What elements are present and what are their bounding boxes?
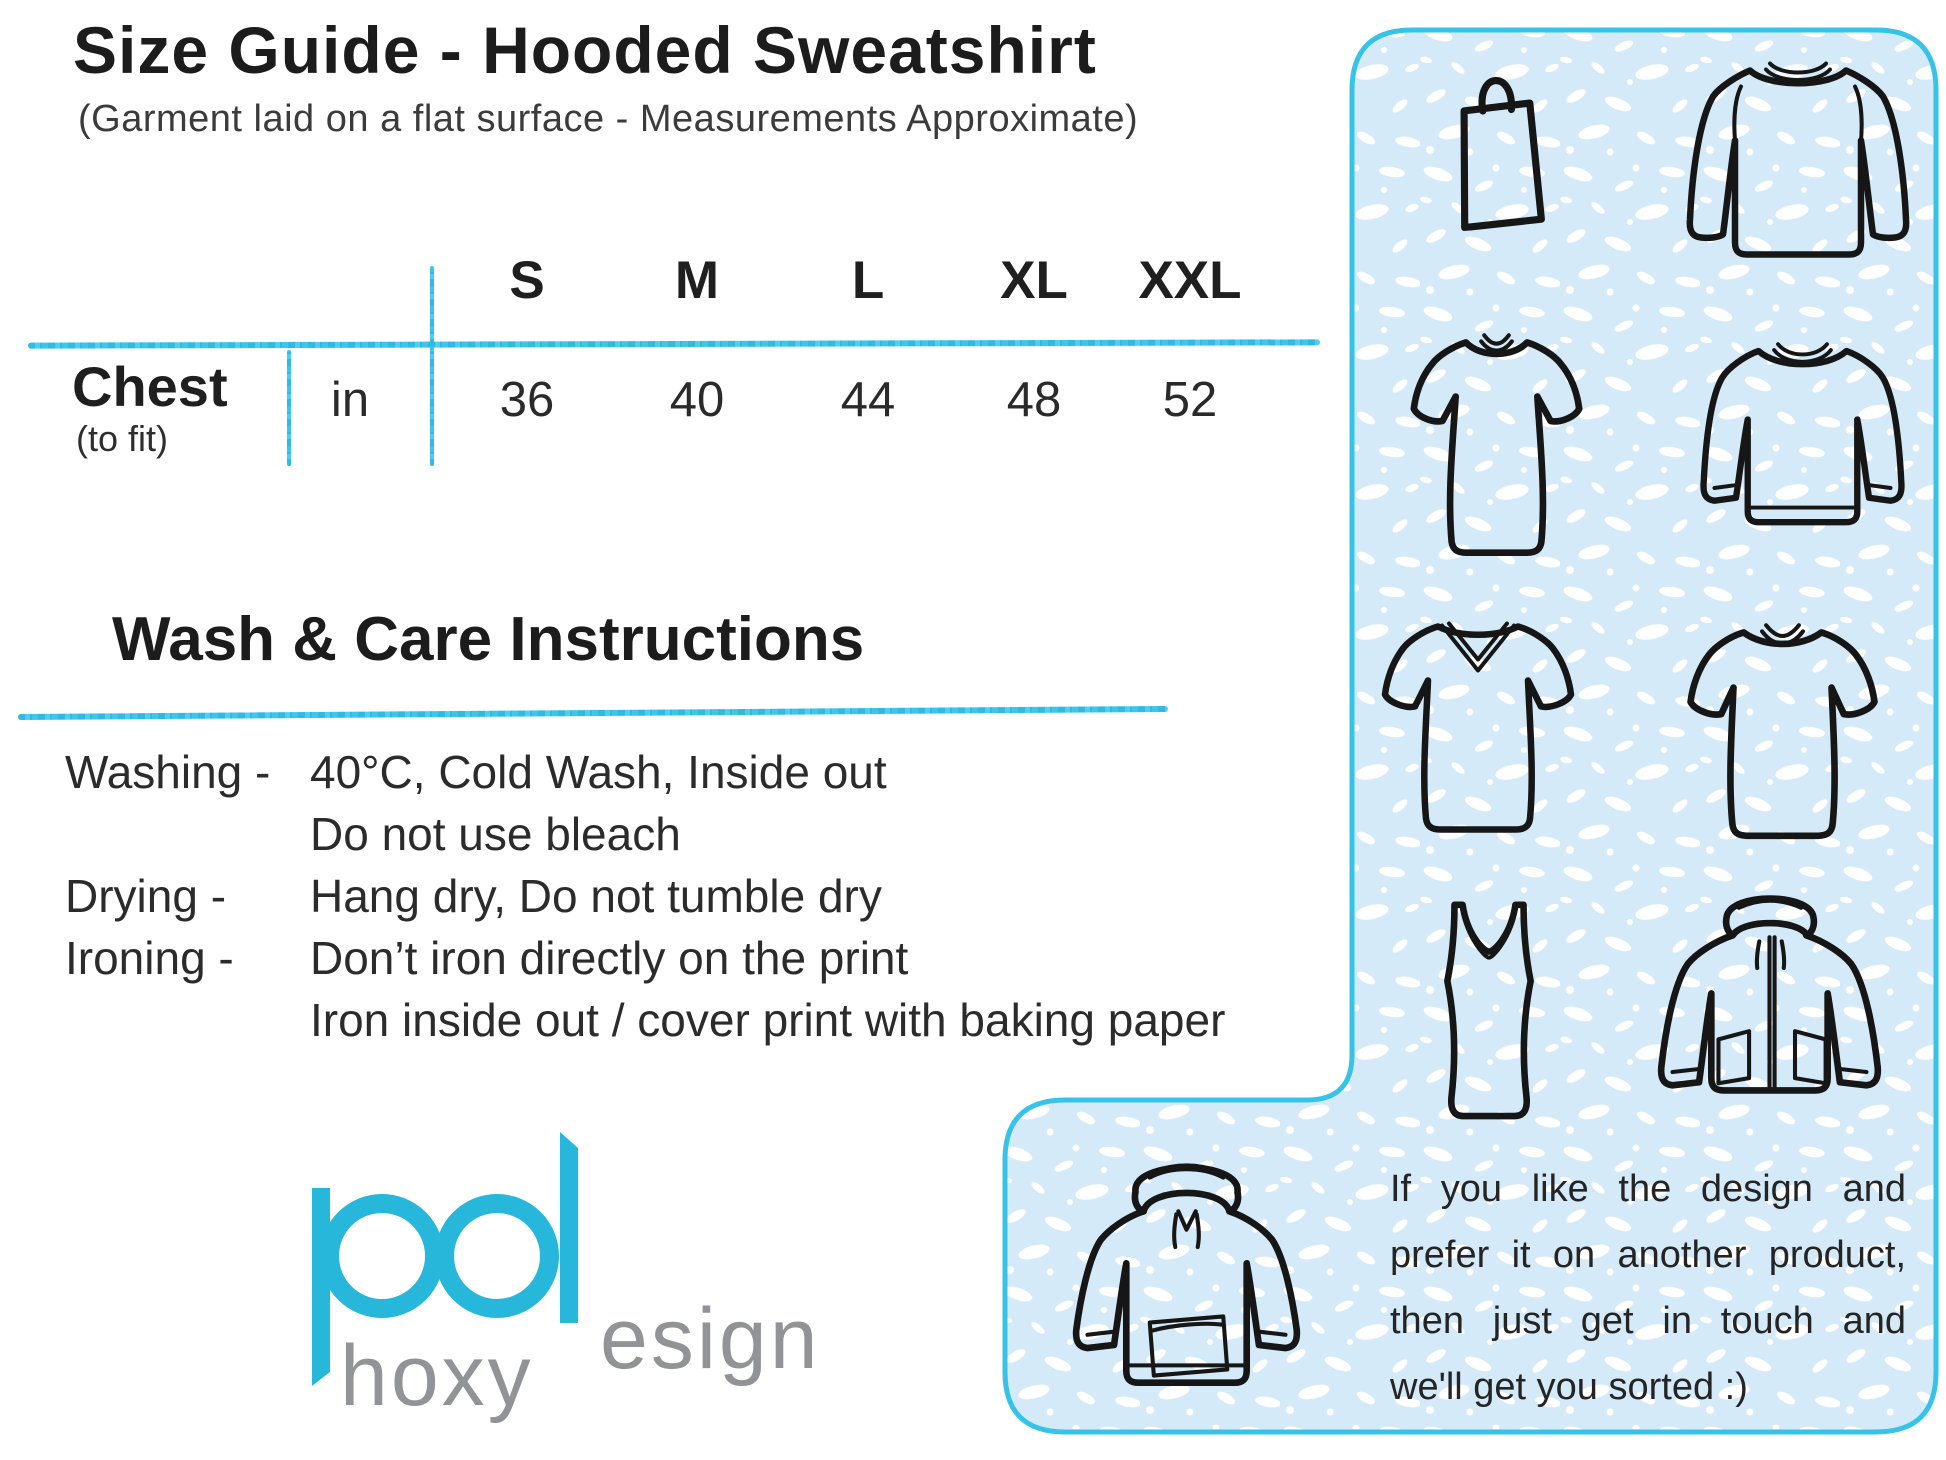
value-cell-l: 44 [840, 373, 896, 427]
v-neck-t-shirt-icon [1376, 604, 1581, 844]
logo-d-bowl [445, 1204, 550, 1309]
care-text: Iron inside out / cover print with baking paper [310, 994, 1226, 1046]
logo-p-bowl [330, 1204, 435, 1309]
care-text: Do not use bleach [310, 808, 681, 860]
table-row-sublabel: (to fit) [76, 418, 169, 459]
care-heading: Wash & Care Instructions [112, 605, 865, 674]
size-col-header-l: L [851, 251, 885, 310]
value-cell-xl: 48 [1006, 373, 1062, 427]
promo-text [1390, 1156, 1906, 1420]
phoxy-design-logo [296, 1120, 856, 1450]
care-label: Washing - [65, 746, 271, 798]
womens-t-shirt-icon [1406, 322, 1586, 567]
care-underline [18, 706, 1168, 720]
size-col-header-s: S [509, 251, 545, 310]
t-shirt-icon [1682, 612, 1882, 847]
page-title: Size Guide - Hooded Sweatshirt [73, 13, 1097, 87]
care-text: Don’t iron directly on the print [310, 932, 909, 984]
table-rule-vertical-1 [287, 350, 291, 466]
promo-line: we'll get you sorted :) [1390, 1366, 1748, 1408]
tote-bag-icon [1440, 61, 1558, 232]
promo-line: If you like the design and [1390, 1168, 1906, 1210]
promo-line: prefer it on another product, [1390, 1234, 1906, 1276]
care-text: Hang dry, Do not tumble dry [310, 870, 882, 922]
care-label: Ironing - [65, 932, 234, 984]
value-cell-xxl: 52 [1162, 373, 1218, 427]
hoodie-icon [1062, 1140, 1312, 1402]
table-row-label: Chest [72, 355, 228, 418]
page-subtitle: (Garment laid on a flat surface - Measurements Approximate) [78, 98, 1139, 140]
promo-line: then just get in touch and [1390, 1300, 1906, 1342]
long-sleeve-shirt-icon [1678, 42, 1918, 287]
size-col-header-m: M [674, 251, 720, 310]
zip-hoodie-icon [1645, 878, 1895, 1113]
value-cell-s: 36 [499, 373, 555, 427]
logo-word-hoxy: hoxy [340, 1328, 534, 1424]
table-rule-vertical-2 [430, 266, 434, 466]
care-label: Drying - [65, 870, 227, 922]
value-cell-m: 40 [669, 373, 725, 427]
care-text: 40°C, Cold Wash, Inside out [310, 746, 887, 798]
unit-cell: in [330, 373, 370, 427]
tank-top-icon [1424, 894, 1554, 1134]
logo-word-esign: esign [600, 1291, 821, 1387]
size-col-header-xl: XL [1000, 251, 1068, 310]
sweatshirt-icon [1690, 318, 1915, 568]
size-col-header-xxl: XXL [1138, 251, 1242, 310]
